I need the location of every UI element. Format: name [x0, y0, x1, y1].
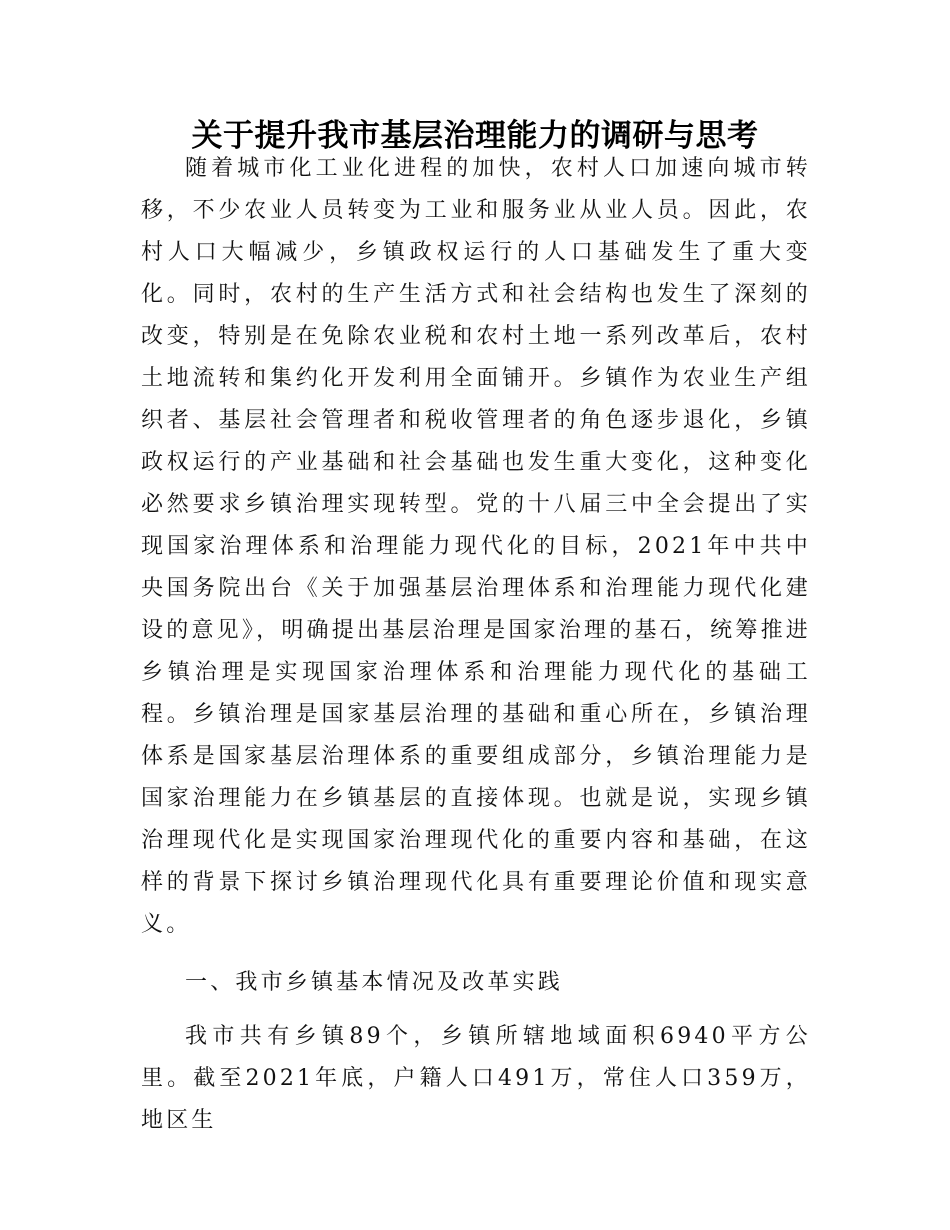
body-paragraph-intro: 随着城市化工业化进程的加快，农村人口加速向城市转移，不少农业人员转变为工业和服务业从业人员。因此，农村人口大幅减少，乡镇政权运行的人口基础发生了重大变化。同时，农村的生产生活方式和社会结构也发生了深刻的改变，特别是在免除农业税和农村土地一系列改革后，农村土地流转和集约化开发利用全面铺开。乡镇作为农业生产组织者、基层社会管理者和税收管理者的角色逐步退化，乡镇政权运行的产业基础和社会基础也发生重大变化，这种变化必然要求乡镇治理实现转型。党的十八届三中全会提出了实现国家治理体系和治理能力现代化的目标，2021年中共中央国务院出台《关于加强基层治理体系和治理能力现代化建设的意见》，明确提出基层治理是国家治理的基石，统筹推进乡镇治理是实现国家治理体系和治理能力现代化的基础工程。乡镇治理是国家基层治理的基础和重心所在，乡镇治理体系是国家基层治理体系的重要组成部分，乡镇治理能力是国家治理能力在乡镇基层的直接体现。也就是说，实现乡镇治理现代化是实现国家治理现代化的重要内容和基础，在这样的背景下探讨乡镇治理现代化具有重要理论价值和现实意义。 [141, 156, 811, 937]
document-title: 关于提升我市基层治理能力的调研与思考 [191, 118, 759, 154]
section-heading: 一、我市乡镇基本情况及改革实践 [185, 970, 564, 995]
body-paragraph-basic-info: 我市共有乡镇89个，乡镇所辖地域面积6940平方公里。截至2021年底，户籍人口491万，常住人口359万，地区生 [141, 1024, 811, 1133]
